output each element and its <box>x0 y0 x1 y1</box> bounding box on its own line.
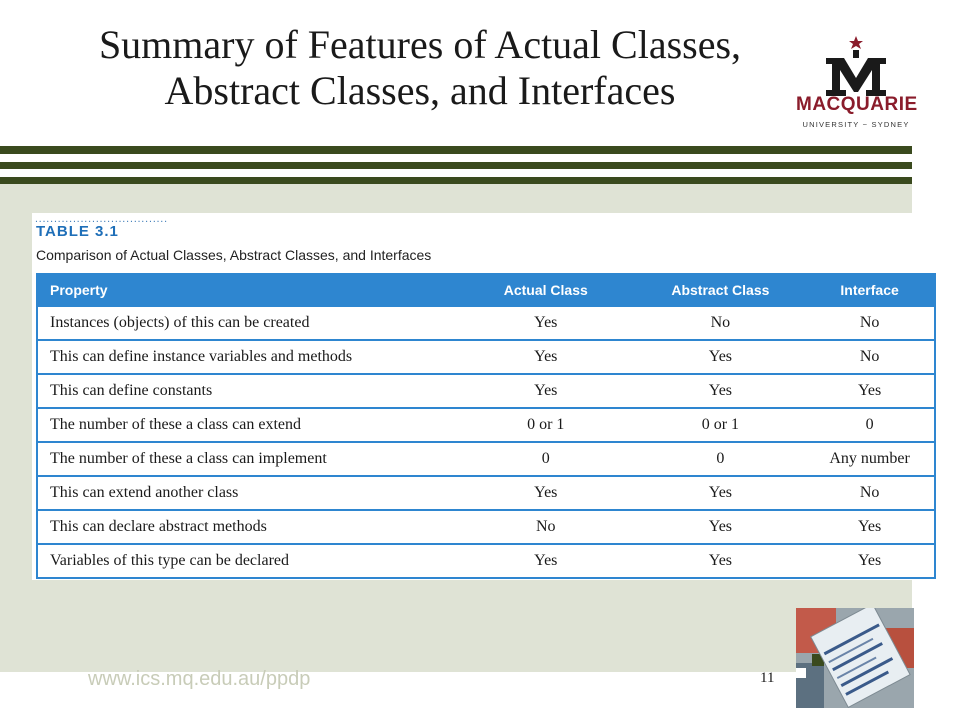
cell-interface: Yes <box>805 544 935 578</box>
decorative-dotted-line: ................................... <box>34 216 168 225</box>
title-line-1: Summary of Features of Actual Classes, <box>98 22 742 67</box>
signage-photo <box>796 608 914 708</box>
cell-actual-class: 0 or 1 <box>456 408 636 442</box>
table-header-row <box>37 274 935 306</box>
table-row <box>37 374 935 408</box>
cell-interface: No <box>805 340 935 374</box>
table-row <box>37 510 935 544</box>
divider-stripe-3 <box>0 177 912 184</box>
table-row <box>37 476 935 510</box>
divider-stripe-1 <box>0 146 912 154</box>
cell-actual-class: No <box>456 510 636 544</box>
cell-interface: 0 <box>805 408 935 442</box>
cell-actual-class: Yes <box>456 476 636 510</box>
cell-property: This can extend another class <box>37 476 456 510</box>
cell-actual-class: Yes <box>456 306 636 340</box>
cell-abstract-class: Yes <box>636 544 806 578</box>
cell-interface: Yes <box>805 510 935 544</box>
cell-property: This can define constants <box>37 374 456 408</box>
university-crest-icon <box>796 34 916 96</box>
cell-property: This can define instance variables and methods <box>37 340 456 374</box>
cell-abstract-class: Yes <box>636 340 806 374</box>
divider-stripe-2 <box>0 162 912 169</box>
cell-actual-class: 0 <box>456 442 636 476</box>
cell-abstract-class: 0 <box>636 442 806 476</box>
macquarie-logo <box>796 34 916 144</box>
cell-actual-class: Yes <box>456 340 636 374</box>
cell-property: The number of these a class can extend <box>37 408 456 442</box>
cell-interface: No <box>805 476 935 510</box>
page-number: 11 <box>760 670 775 686</box>
cell-actual-class: Yes <box>456 374 636 408</box>
cell-abstract-class: No <box>636 306 806 340</box>
comparison-table <box>36 273 936 579</box>
cell-property: The number of these a class can implement <box>37 442 456 476</box>
header-abstract-class: Abstract Class <box>636 274 806 306</box>
table-row <box>37 408 935 442</box>
slide-title <box>0 22 840 114</box>
table-caption: Comparison of Actual Classes, Abstract Classes, and Interfaces <box>36 247 432 263</box>
cell-interface: No <box>805 306 935 340</box>
cell-abstract-class: Yes <box>636 374 806 408</box>
cell-property: Instances (objects) of this can be created <box>37 306 456 340</box>
table-row <box>37 544 935 578</box>
title-line-2: Abstract Classes, and Interfaces <box>164 68 676 113</box>
cell-interface: Any number <box>805 442 935 476</box>
footer-url: www.ics.mq.edu.au/ppdp <box>88 668 311 690</box>
table-row <box>37 306 935 340</box>
header-actual-class: Actual Class <box>456 274 636 306</box>
cell-property: This can declare abstract methods <box>37 510 456 544</box>
logo-wordmark: MACQUARIE <box>796 94 918 115</box>
header-interface: Interface <box>805 274 935 306</box>
cell-interface: Yes <box>805 374 935 408</box>
cell-abstract-class: Yes <box>636 510 806 544</box>
cell-property: Variables of this type can be declared <box>37 544 456 578</box>
table-label: TABLE 3.1 <box>36 223 119 240</box>
header-property: Property <box>37 274 456 306</box>
cell-abstract-class: Yes <box>636 476 806 510</box>
table-row <box>37 340 935 374</box>
cell-actual-class: Yes <box>456 544 636 578</box>
table-row <box>37 442 935 476</box>
logo-subtitle: UNIVERSITY ~ SYDNEY <box>802 120 910 129</box>
cell-abstract-class: 0 or 1 <box>636 408 806 442</box>
campus-signage-image-icon <box>796 608 914 708</box>
